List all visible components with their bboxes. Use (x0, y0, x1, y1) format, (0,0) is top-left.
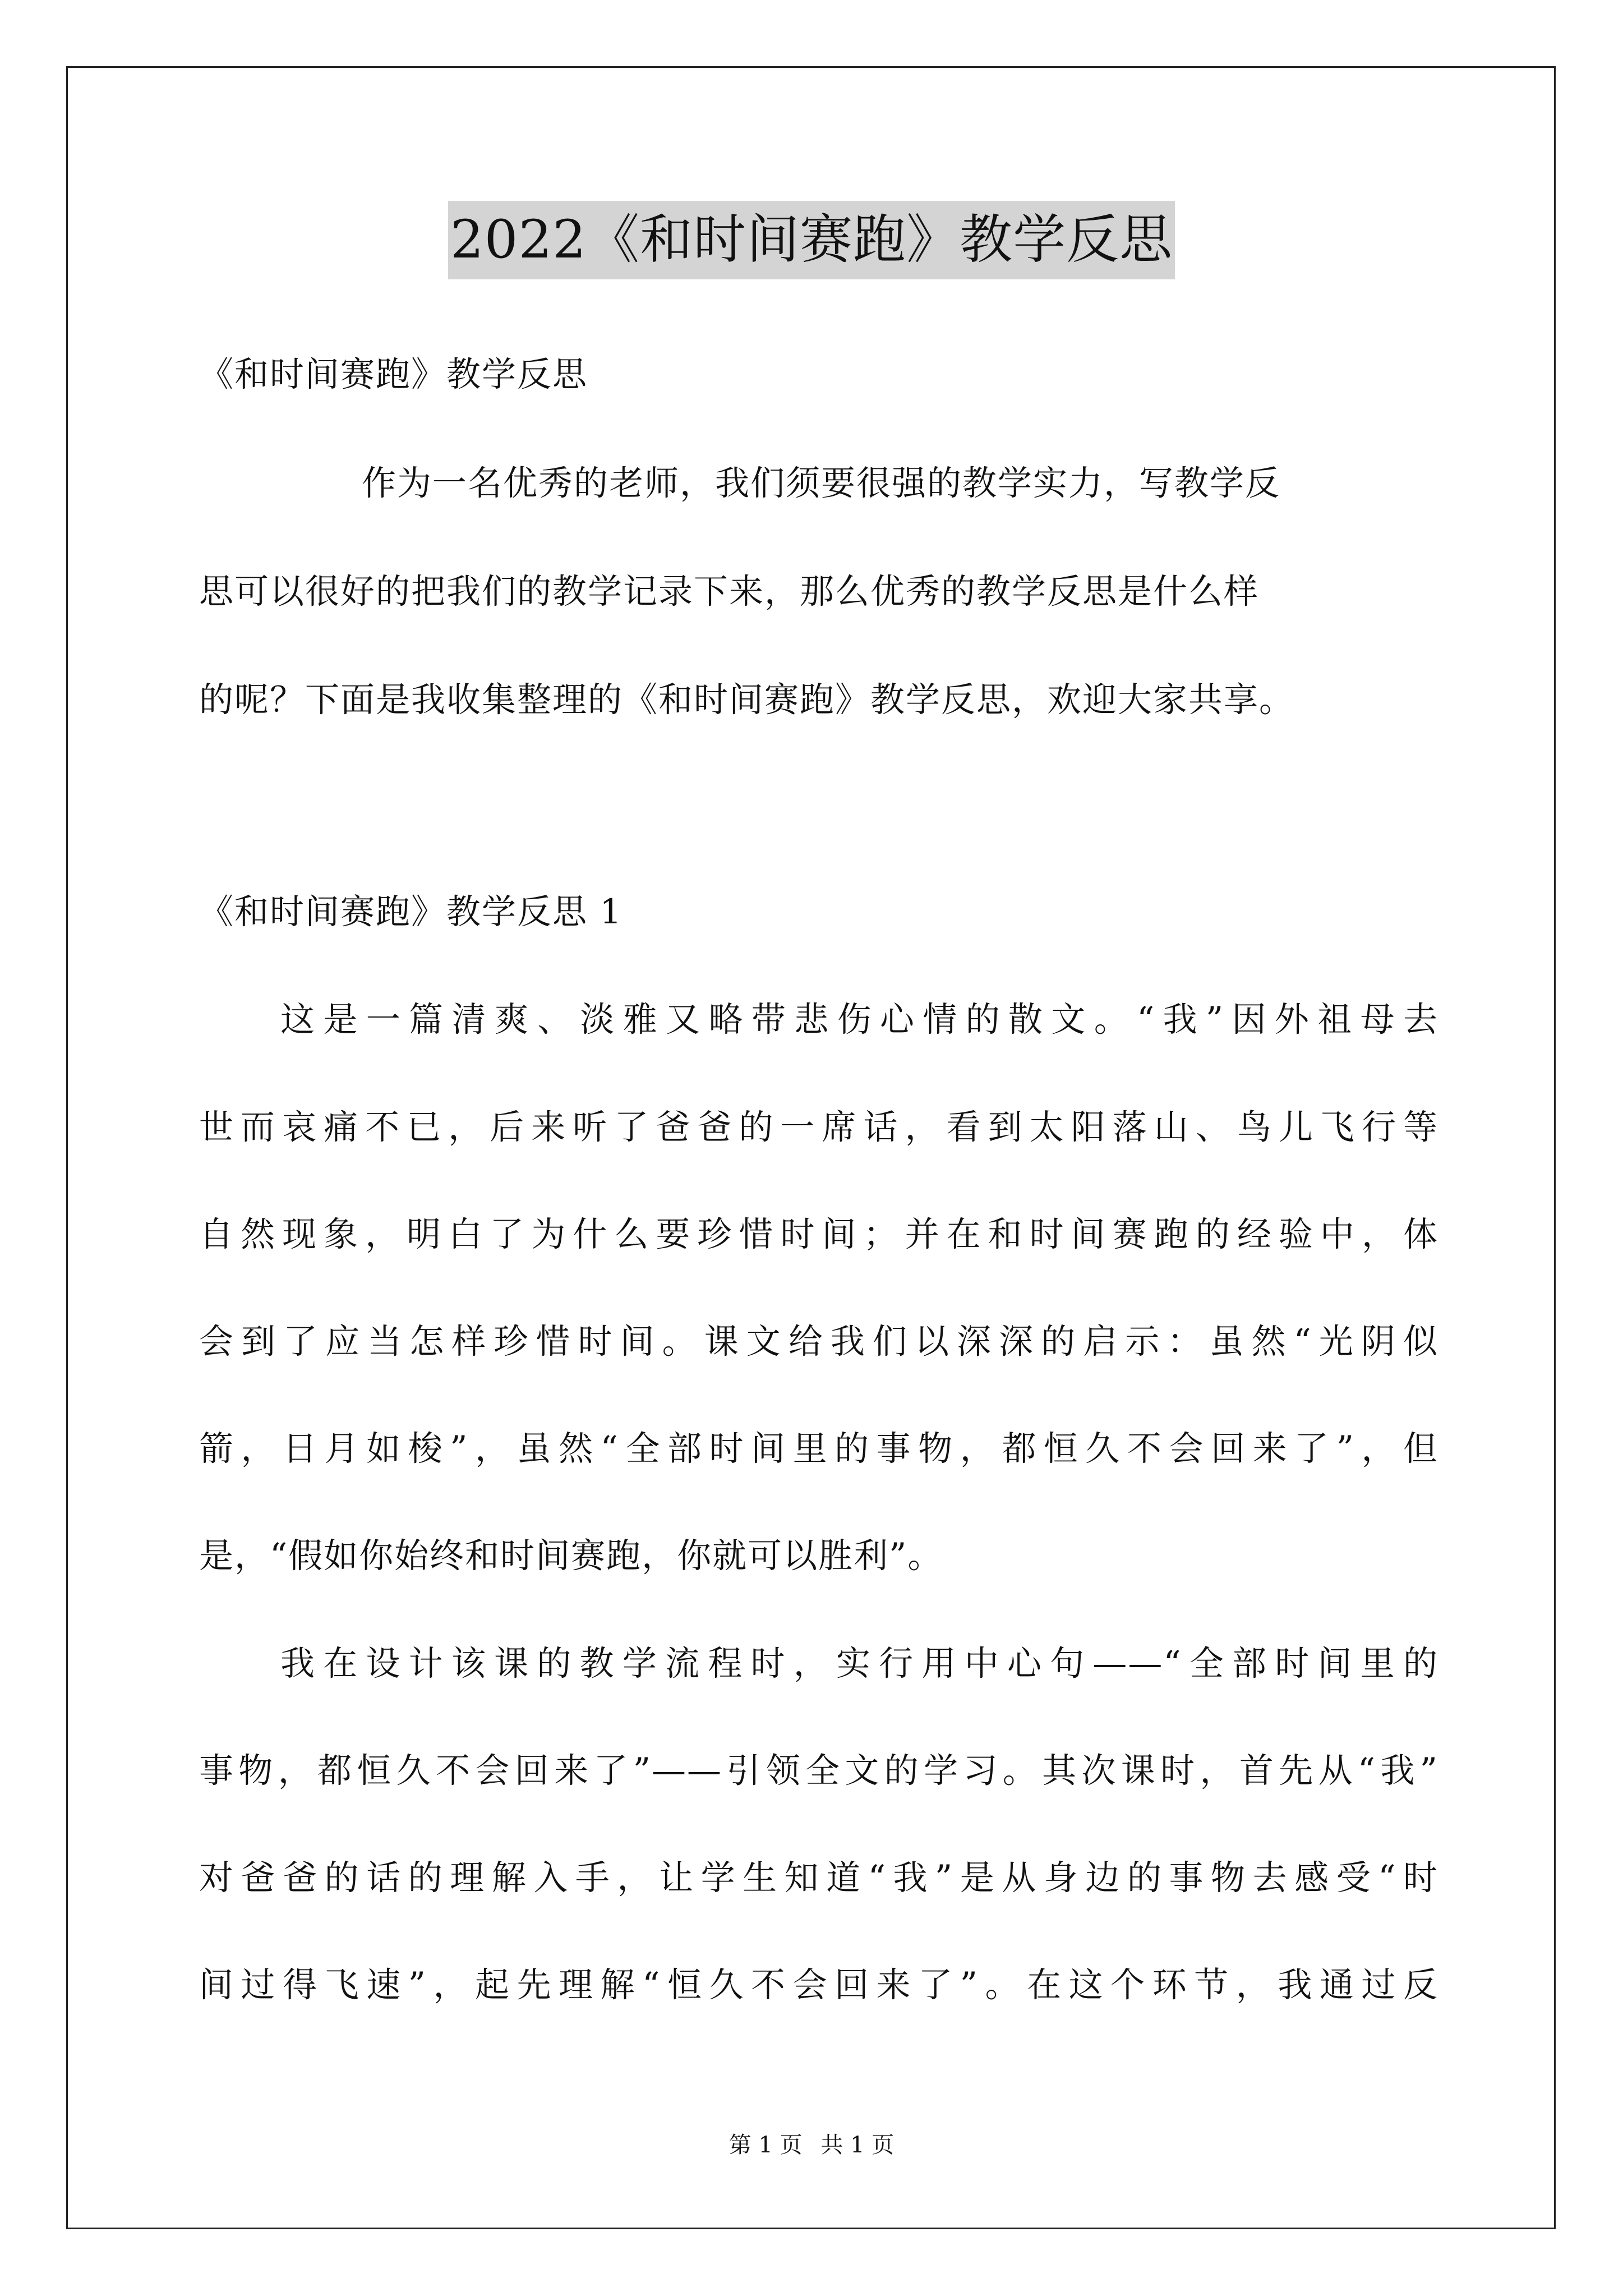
para1-line-1: 这是一篇清爽、淡雅又略带悲伤心情的散文。“我”因外祖母去 (280, 1000, 1438, 1039)
page-number: 第 1 页 (728, 2132, 803, 2158)
para1-line-5: 箭，日月如梭”，虽然“全部时间里的事物，都恒久不会回来了”，但 (199, 1429, 1438, 1469)
intro-line-1: 作为一名优秀的老师，我们须要很强的教学实力，写教学反 (362, 463, 1281, 503)
intro-line-3: 的呢？下面是我收集整理的《和时间赛跑》教学反思，欢迎大家共享。 (199, 680, 1295, 720)
page-footer (0, 2131, 1623, 2159)
section-heading: 《和时间赛跑》教学反思 1 (199, 892, 623, 932)
para1-line-3: 自然现象，明白了为什么要珍惜时间；并在和时间赛跑的经验中，体 (199, 1214, 1438, 1254)
para2-line-4: 间过得飞速”，起先理解“恒久不会回来了”。在这个环节，我通过反 (199, 1965, 1438, 2005)
para1-line-4: 会到了应当怎样珍惜时间。课文给我们以深深的启示：虽然“光阴似 (199, 1322, 1438, 1361)
intro-line-2: 思可以很好的把我们的教学记录下来，那么优秀的教学反思是什么样 (199, 572, 1260, 611)
para1-line-6: 是，“假如你始终和时间赛跑，你就可以胜利”。 (199, 1536, 943, 1576)
para1-line-2: 世而哀痛不已，后来听了爸爸的一席话，看到太阳落山、鸟儿飞行等 (199, 1107, 1438, 1147)
title-container (0, 201, 1623, 279)
intro-heading: 《和时间赛跑》教学反思 (199, 355, 588, 394)
para2-line-2: 事物，都恒久不会回来了”——引领全文的学习。其次课时，首先从“我” (199, 1751, 1438, 1791)
page-total: 共 1 页 (820, 2132, 895, 2158)
document-title: 2022《和时间赛跑》教学反思 (448, 201, 1175, 279)
para2-line-1: 我在设计该课的教学流程时，实行用中心句——“全部时间里的 (280, 1644, 1438, 1683)
para2-line-3: 对爸爸的话的理解入手，让学生知道“我”是从身边的事物去感受“时 (199, 1858, 1438, 1898)
